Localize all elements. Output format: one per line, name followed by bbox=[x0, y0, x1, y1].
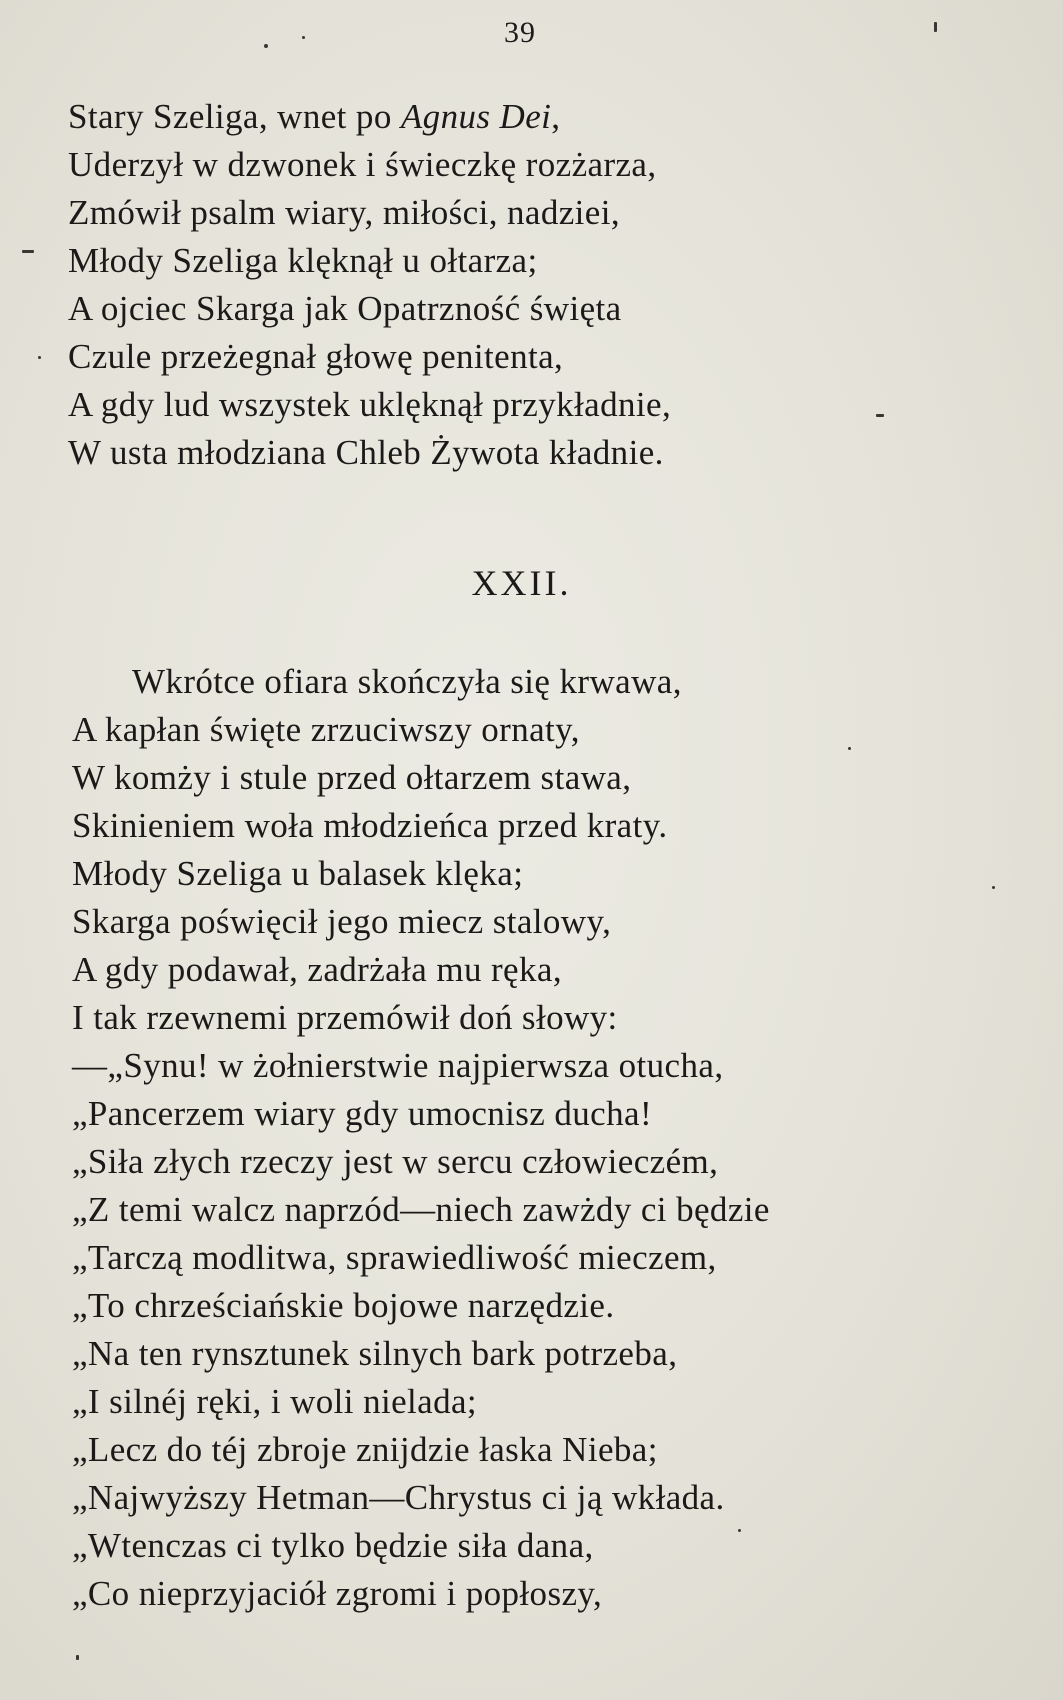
print-speck bbox=[934, 22, 937, 32]
verse-line: „Wtenczas ci tylko będzie siła dana, bbox=[72, 1526, 594, 1565]
verse-line: A gdy lud wszystek uklęknął przykładnie, bbox=[68, 385, 672, 424]
verse-line: Młody Szeliga klęknął u ołtarza; bbox=[68, 241, 538, 280]
verse-line: „Siła złych rzeczy jest w sercu człowieczém, bbox=[72, 1142, 719, 1181]
print-speck bbox=[264, 44, 268, 48]
verse-line: „To chrześciańskie bojowe narzędzie. bbox=[72, 1286, 615, 1325]
stanza-one bbox=[68, 93, 671, 477]
verse-line: Wkrótce ofiara skończyła się krwawa, bbox=[132, 662, 682, 701]
print-speck bbox=[302, 36, 305, 39]
verse-line: A gdy podawał, zadrżała mu ręka, bbox=[72, 950, 562, 989]
verse-line: A kapłan święte zrzuciwszy ornaty, bbox=[72, 710, 580, 749]
verse-line: „Z temi walcz naprzód—niech zawżdy ci będzie bbox=[72, 1190, 770, 1229]
verse-line: Uderzył w dzwonek i świeczkę rozżarza, bbox=[68, 145, 657, 184]
verse-line: W usta młodziana Chleb Żywota kładnie. bbox=[68, 433, 664, 472]
verse-line: I tak rzewnemi przemówił doń słowy: bbox=[72, 998, 618, 1037]
print-speck bbox=[38, 356, 41, 359]
verse-line: W komży i stule przed ołtarzem stawa, bbox=[72, 758, 632, 797]
page-number: 39 bbox=[504, 16, 536, 49]
print-speck bbox=[76, 1655, 79, 1660]
verse-line: „Na ten rynsztunek silnych bark potrzeba, bbox=[72, 1334, 678, 1373]
verse-line: „I silnéj ręki, i woli nielada; bbox=[72, 1382, 478, 1421]
verse-line bbox=[68, 93, 671, 141]
verse-line: „Lecz do téj zbroje znijdzie łaska Nieba; bbox=[72, 1430, 658, 1469]
verse-line: „Pancerzem wiary gdy umocnisz ducha! bbox=[72, 1094, 653, 1133]
verse-italic-phrase: Agnus Dei bbox=[400, 97, 552, 136]
verse-line: Skinieniem woła młodzieńca przed kraty. bbox=[72, 806, 668, 845]
verse-text: , bbox=[551, 97, 561, 136]
print-speck bbox=[22, 250, 34, 253]
verse-line: „Najwyższy Hetman—Chrystus ci ją wkłada. bbox=[72, 1478, 725, 1517]
verse-line: „Co nieprzyjaciół zgromi i popłoszy, bbox=[72, 1574, 603, 1613]
verse-line: Czule przeżegnał głowę penitenta, bbox=[68, 337, 564, 376]
stanza-two bbox=[68, 658, 770, 1618]
verse-line: „Tarczą modlitwa, sprawiedliwość mieczem, bbox=[72, 1238, 717, 1277]
verse-line: A ojciec Skarga jak Opatrzność święta bbox=[68, 289, 622, 328]
verse-line: —„Synu! w żołnierstwie najpierwsza otucha, bbox=[72, 1046, 724, 1085]
print-speck bbox=[876, 414, 884, 417]
print-speck bbox=[738, 1529, 741, 1532]
verse-line: Młody Szeliga u balasek klęka; bbox=[72, 854, 524, 893]
verse-line: Zmówił psalm wiary, miłości, nadziei, bbox=[68, 193, 621, 232]
print-speck bbox=[848, 747, 851, 750]
verse-line: Skarga poświęcił jego miecz stalowy, bbox=[72, 902, 612, 941]
section-heading: XXII. bbox=[471, 563, 572, 603]
verse-text: Stary Szeliga, wnet po bbox=[68, 97, 401, 136]
print-speck bbox=[992, 886, 995, 889]
